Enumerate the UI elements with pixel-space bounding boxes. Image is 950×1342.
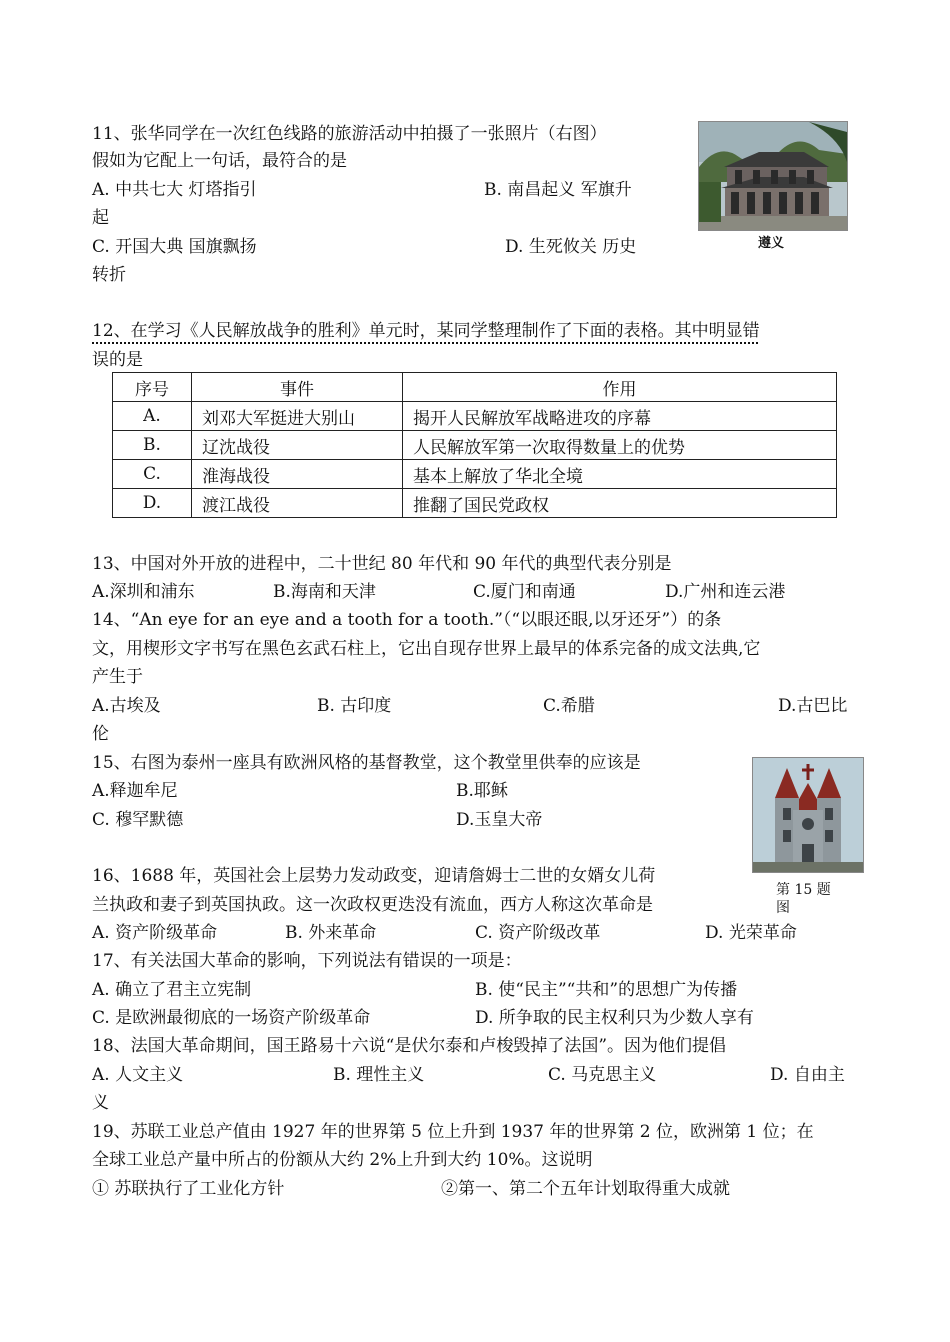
q14-stem-line1: 14、“An eye for an eye and a tooth for a tooth.”（“以眼还眼,以牙还牙”）的条 <box>92 610 722 630</box>
table-row <box>113 489 837 518</box>
table-row <box>113 460 837 489</box>
q18-stem: 18、法国大革命期间，国王路易十六说“是伏尔泰和卢梭毁掉了法国”。因为他们提倡 <box>92 1036 727 1056</box>
q19-statement-1: ① 苏联执行了工业化方针 <box>92 1179 285 1199</box>
q14-stem-line3: 产生于 <box>92 667 143 687</box>
q11-option-b-continued: 起 <box>92 208 109 228</box>
q14-option-d-continued: 伦 <box>92 724 109 744</box>
q18-option-d: D. 自由主 <box>770 1065 845 1085</box>
table-cell: 渡江战役 <box>192 489 403 518</box>
table-cell: 揭开人民解放军战略进攻的序幕 <box>403 402 837 431</box>
q16-option-b: B. 外来革命 <box>285 923 377 943</box>
q13-option-d: D.广州和连云港 <box>665 582 786 602</box>
q18-option-d-continued: 义 <box>92 1093 109 1113</box>
q18-option-b: B. 理性主义 <box>333 1065 425 1085</box>
q19-stem-line2: 全球工业总产量中所占的份额从大约 2%上升到大约 10%。这说明 <box>92 1150 593 1170</box>
q19-stem-line1: 19、苏联工业总产值由 1927 年的世界第 5 位上升到 1937 年的世界第 2 位，欧洲第 1 位；在 <box>92 1122 814 1142</box>
q11-photo-caption: 遵义 <box>758 236 785 251</box>
table-cell: D. <box>113 489 192 518</box>
q11-stem-line2: 假如为它配上一句话，最符合的是 <box>92 151 347 171</box>
q17-option-c: C. 是欧洲最彻底的一场资产阶级革命 <box>92 1008 371 1028</box>
table-cell: C. <box>113 460 192 489</box>
q19-statement-2: ②第一、第二个五年计划取得重大成就 <box>441 1179 730 1199</box>
q13-option-b: B.海南和天津 <box>273 582 376 602</box>
events-table <box>112 372 837 518</box>
table-cell: A. <box>113 402 192 431</box>
q11-option-d-continued: 转折 <box>92 265 126 285</box>
q11-option-b: B. 南昌起义 军旗升 <box>484 180 632 200</box>
q13-option-a: A.深圳和浦东 <box>92 582 195 602</box>
table-row <box>113 402 837 431</box>
q15-option-c: C. 穆罕默德 <box>92 810 184 830</box>
table-cell: 基本上解放了华北全境 <box>403 460 837 489</box>
q15-figure-caption-line2: 图 <box>776 900 790 916</box>
q16-stem-line2: 兰执政和妻子到英国执政。这一次政权更迭没有流血，西方人称这次革命是 <box>92 895 653 915</box>
q13-option-c: C.厦门和南通 <box>473 582 576 602</box>
table-cell: 淮海战役 <box>192 460 403 489</box>
q16-stem-line1: 16、1688 年，英国社会上层势力发动政变，迎请詹姆士二世的女婿女儿荷 <box>92 866 656 886</box>
zunyi-building-photo <box>698 121 848 231</box>
table-cell: 刘邓大军挺进大别山 <box>192 402 403 431</box>
q12-stem-line2: 误的是 <box>92 350 143 370</box>
q15-option-d: D.玉皇大帝 <box>456 810 543 830</box>
q17-option-d: D. 所争取的民主权利只为少数人享有 <box>475 1008 754 1028</box>
table-header-row <box>113 373 837 402</box>
header-cell: 事件 <box>192 373 403 402</box>
q16-option-c: C. 资产阶级改革 <box>475 923 601 943</box>
q13-stem: 13、中国对外开放的进程中，二十世纪 80 年代和 90 年代的典型代表分别是 <box>92 554 672 574</box>
q14-option-d: D.古巴比 <box>778 696 848 716</box>
q12-stem-line1: 12、在学习《人民解放战争的胜利》单元时，某同学整理制作了下面的表格。其中明显错 <box>92 321 760 341</box>
q11-option-c: C. 开国大典 国旗飘扬 <box>92 237 257 257</box>
table-cell: 辽沈战役 <box>192 431 403 460</box>
q18-option-a: A. 人文主义 <box>92 1065 184 1085</box>
q14-stem-line2: 文，用楔形文字书写在黑色玄武石柱上，它出自现存世界上最早的体系完备的成文法典,它 <box>92 639 761 659</box>
table-cell: 推翻了国民党政权 <box>403 489 837 518</box>
q17-option-a: A. 确立了君主立宪制 <box>92 980 252 1000</box>
header-cell: 序号 <box>113 373 192 402</box>
table-cell: 人民解放军第一次取得数量上的优势 <box>403 431 837 460</box>
q14-option-a: A.古埃及 <box>92 696 161 716</box>
q15-stem: 15、右图为泰州一座具有欧洲风格的基督教堂，这个教堂里供奉的应该是 <box>92 753 641 773</box>
q16-option-d: D. 光荣革命 <box>705 923 797 943</box>
q16-option-a: A. 资产阶级革命 <box>92 923 218 943</box>
q15-option-b: B.耶稣 <box>456 781 508 801</box>
q17-stem: 17、有关法国大革命的影响，下列说法有错误的一项是： <box>92 951 522 971</box>
q18-option-c: C. 马克思主义 <box>548 1065 657 1085</box>
header-cell: 作用 <box>403 373 837 402</box>
q14-option-c: C.希腊 <box>543 696 595 716</box>
q17-option-b: B. 使“民主”“共和”的思想广为传播 <box>475 980 738 1000</box>
q15-option-a: A.释迦牟尼 <box>92 781 178 801</box>
table-row <box>113 431 837 460</box>
q14-option-b: B. 古印度 <box>317 696 392 716</box>
q15-figure-caption-line1: 第 15 题 <box>776 882 831 898</box>
q11-stem-line1: 11、张华同学在一次红色线路的旅游活动中拍摄了一张照片（右图） <box>92 124 607 144</box>
church-photo <box>752 757 864 873</box>
q11-option-a: A. 中共七大 灯塔指引 <box>92 180 257 200</box>
q11-option-d: D. 生死攸关 历史 <box>505 237 637 257</box>
table-cell: B. <box>113 431 192 460</box>
